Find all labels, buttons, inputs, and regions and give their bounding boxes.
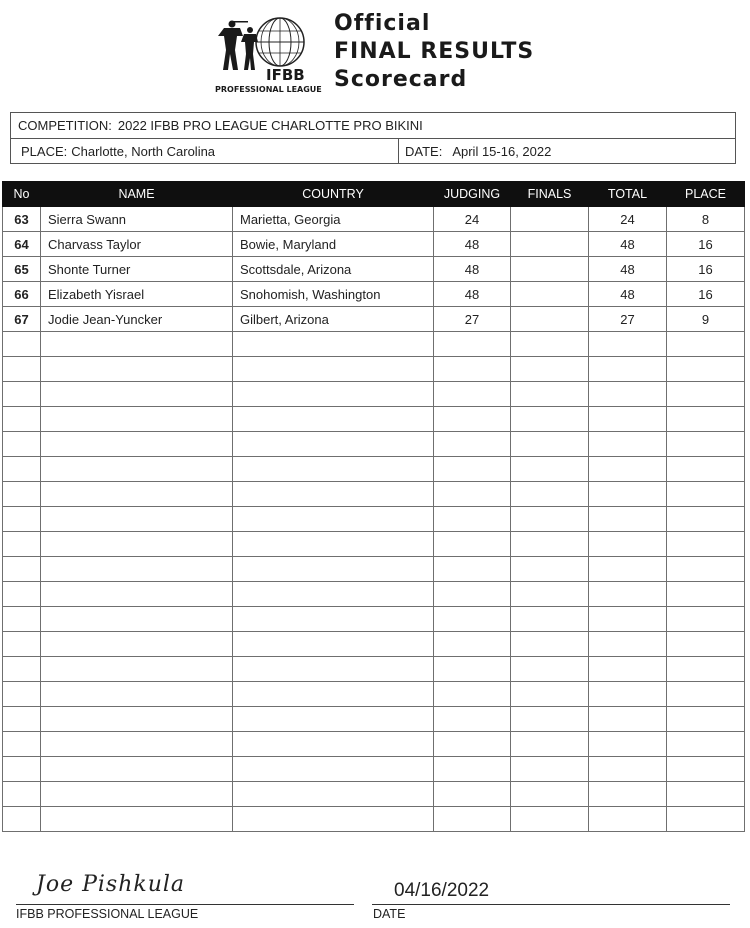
- empty-cell: [434, 407, 511, 432]
- empty-cell: [434, 657, 511, 682]
- empty-cell: [589, 482, 667, 507]
- empty-cell: [511, 382, 589, 407]
- signature-line: [16, 904, 354, 905]
- results-table: [2, 181, 745, 832]
- empty-cell: [589, 382, 667, 407]
- empty-cell: [589, 432, 667, 457]
- col-header-judging: JUDGING: [434, 182, 511, 207]
- empty-cell: [233, 432, 434, 457]
- place-label: PLACE:: [21, 144, 68, 159]
- empty-cell: [667, 382, 745, 407]
- empty-cell: [434, 582, 511, 607]
- empty-cell: [511, 357, 589, 382]
- empty-cell: [41, 607, 233, 632]
- empty-cell: [511, 807, 589, 832]
- col-header-no: No: [3, 182, 41, 207]
- info-divider: [398, 139, 399, 164]
- cell-total: 27: [589, 307, 667, 332]
- empty-cell: [3, 607, 41, 632]
- col-header-total: TOTAL: [589, 182, 667, 207]
- cell-judging: 48: [434, 257, 511, 282]
- judge-signature: Joe Pishkula: [36, 872, 186, 897]
- cell-finals: [511, 307, 589, 332]
- empty-cell: [434, 732, 511, 757]
- empty-table-row: [3, 682, 745, 707]
- cell-country: Bowie, Maryland: [233, 232, 434, 257]
- empty-cell: [667, 807, 745, 832]
- empty-cell: [41, 482, 233, 507]
- place-date-row: [11, 139, 735, 164]
- empty-cell: [589, 532, 667, 557]
- empty-cell: [3, 657, 41, 682]
- empty-cell: [41, 757, 233, 782]
- competition-value: 2022 IFBB PRO LEAGUE CHARLOTTE PRO BIKINI: [117, 118, 423, 133]
- empty-cell: [667, 532, 745, 557]
- empty-cell: [41, 332, 233, 357]
- cell-finals: [511, 282, 589, 307]
- col-header-name: NAME: [41, 182, 233, 207]
- empty-cell: [41, 632, 233, 657]
- empty-cell: [233, 532, 434, 557]
- competition-info-box: [10, 112, 736, 164]
- empty-cell: [667, 557, 745, 582]
- cell-no: 66: [3, 282, 41, 307]
- empty-cell: [589, 807, 667, 832]
- empty-cell: [41, 457, 233, 482]
- scorecard-title: [334, 10, 534, 94]
- empty-cell: [589, 357, 667, 382]
- empty-cell: [667, 357, 745, 382]
- empty-table-row: [3, 707, 745, 732]
- empty-cell: [3, 557, 41, 582]
- empty-cell: [3, 532, 41, 557]
- cell-name: Charvass Taylor: [41, 232, 233, 257]
- table-row: [3, 232, 745, 257]
- title-line-1: Official: [334, 11, 431, 36]
- table-row: [3, 282, 745, 307]
- empty-cell: [233, 607, 434, 632]
- signed-date-value: 04/16/2022: [394, 880, 490, 901]
- empty-cell: [233, 657, 434, 682]
- cell-judging: 48: [434, 232, 511, 257]
- empty-cell: [511, 632, 589, 657]
- empty-cell: [3, 582, 41, 607]
- empty-cell: [434, 557, 511, 582]
- empty-cell: [41, 382, 233, 407]
- title-line-3: Scorecard: [334, 67, 468, 92]
- empty-cell: [233, 682, 434, 707]
- cell-place: 16: [667, 257, 745, 282]
- org-label: IFBB PROFESSIONAL LEAGUE: [16, 907, 199, 921]
- cell-judging: 27: [434, 307, 511, 332]
- empty-cell: [3, 457, 41, 482]
- empty-cell: [434, 632, 511, 657]
- empty-cell: [233, 732, 434, 757]
- cell-name: Elizabeth Yisrael: [41, 282, 233, 307]
- col-header-country: COUNTRY: [233, 182, 434, 207]
- empty-cell: [41, 657, 233, 682]
- empty-cell: [589, 582, 667, 607]
- empty-cell: [3, 632, 41, 657]
- empty-cell: [434, 807, 511, 832]
- cell-no: 67: [3, 307, 41, 332]
- empty-cell: [667, 507, 745, 532]
- empty-cell: [41, 532, 233, 557]
- empty-cell: [589, 707, 667, 732]
- table-row: [3, 257, 745, 282]
- cell-judging: 48: [434, 282, 511, 307]
- empty-cell: [41, 507, 233, 532]
- empty-cell: [511, 582, 589, 607]
- cell-name: Jodie Jean-Yuncker: [41, 307, 233, 332]
- empty-cell: [41, 557, 233, 582]
- empty-cell: [589, 757, 667, 782]
- empty-cell: [589, 507, 667, 532]
- cell-finals: [511, 232, 589, 257]
- empty-cell: [434, 757, 511, 782]
- empty-cell: [589, 682, 667, 707]
- empty-cell: [3, 807, 41, 832]
- empty-cell: [41, 357, 233, 382]
- empty-cell: [233, 707, 434, 732]
- cell-no: 64: [3, 232, 41, 257]
- empty-table-row: [3, 807, 745, 832]
- cell-country: Scottsdale, Arizona: [233, 257, 434, 282]
- empty-table-row: [3, 532, 745, 557]
- empty-cell: [41, 782, 233, 807]
- empty-cell: [434, 332, 511, 357]
- empty-cell: [3, 407, 41, 432]
- logo-subtext: PROFESSIONAL LEAGUE: [215, 85, 322, 94]
- empty-cell: [667, 582, 745, 607]
- empty-cell: [434, 482, 511, 507]
- empty-cell: [434, 607, 511, 632]
- empty-table-row: [3, 332, 745, 357]
- cell-total: 48: [589, 232, 667, 257]
- empty-cell: [511, 457, 589, 482]
- empty-table-row: [3, 507, 745, 532]
- empty-cell: [3, 382, 41, 407]
- ifbb-globe-athlete-icon: [210, 14, 328, 94]
- empty-cell: [3, 707, 41, 732]
- empty-table-row: [3, 357, 745, 382]
- empty-cell: [434, 382, 511, 407]
- empty-cell: [589, 732, 667, 757]
- empty-table-row: [3, 732, 745, 757]
- empty-table-row: [3, 582, 745, 607]
- empty-cell: [233, 332, 434, 357]
- empty-cell: [511, 607, 589, 632]
- empty-table-row: [3, 407, 745, 432]
- empty-cell: [511, 707, 589, 732]
- empty-cell: [667, 757, 745, 782]
- competition-row: [11, 113, 735, 139]
- empty-cell: [434, 782, 511, 807]
- empty-cell: [667, 707, 745, 732]
- empty-cell: [589, 407, 667, 432]
- empty-cell: [3, 782, 41, 807]
- empty-cell: [233, 482, 434, 507]
- empty-cell: [667, 607, 745, 632]
- cell-name: Shonte Turner: [41, 257, 233, 282]
- cell-place: 16: [667, 232, 745, 257]
- empty-cell: [667, 407, 745, 432]
- empty-cell: [3, 432, 41, 457]
- cell-total: 24: [589, 207, 667, 232]
- cell-total: 48: [589, 282, 667, 307]
- cell-place: 9: [667, 307, 745, 332]
- empty-cell: [41, 732, 233, 757]
- empty-cell: [41, 682, 233, 707]
- empty-table-row: [3, 607, 745, 632]
- table-row: [3, 307, 745, 332]
- col-header-place: PLACE: [667, 182, 745, 207]
- empty-cell: [511, 482, 589, 507]
- cell-place: 8: [667, 207, 745, 232]
- empty-cell: [667, 732, 745, 757]
- empty-cell: [511, 732, 589, 757]
- empty-table-row: [3, 657, 745, 682]
- cell-country: Gilbert, Arizona: [233, 307, 434, 332]
- empty-cell: [434, 357, 511, 382]
- empty-cell: [3, 682, 41, 707]
- empty-cell: [434, 682, 511, 707]
- empty-cell: [233, 582, 434, 607]
- empty-cell: [511, 557, 589, 582]
- empty-cell: [3, 332, 41, 357]
- empty-cell: [667, 782, 745, 807]
- empty-cell: [233, 782, 434, 807]
- empty-cell: [589, 607, 667, 632]
- empty-cell: [41, 407, 233, 432]
- empty-table-row: [3, 782, 745, 807]
- empty-cell: [511, 532, 589, 557]
- cell-name: Sierra Swann: [41, 207, 233, 232]
- empty-cell: [667, 432, 745, 457]
- empty-cell: [233, 507, 434, 532]
- ifbb-logo: [210, 14, 328, 94]
- empty-cell: [511, 782, 589, 807]
- empty-cell: [667, 457, 745, 482]
- empty-cell: [589, 332, 667, 357]
- empty-cell: [434, 532, 511, 557]
- empty-table-row: [3, 757, 745, 782]
- empty-cell: [589, 457, 667, 482]
- empty-cell: [589, 657, 667, 682]
- empty-cell: [233, 357, 434, 382]
- cell-country: Marietta, Georgia: [233, 207, 434, 232]
- cell-total: 48: [589, 257, 667, 282]
- empty-cell: [233, 457, 434, 482]
- date-value: April 15-16, 2022: [452, 144, 552, 159]
- cell-no: 63: [3, 207, 41, 232]
- empty-cell: [3, 482, 41, 507]
- empty-cell: [667, 482, 745, 507]
- empty-table-row: [3, 482, 745, 507]
- results-body: [3, 207, 745, 832]
- empty-cell: [233, 557, 434, 582]
- title-line-2: FINAL RESULTS: [334, 39, 535, 64]
- empty-cell: [434, 507, 511, 532]
- cell-no: 65: [3, 257, 41, 282]
- empty-cell: [511, 407, 589, 432]
- empty-cell: [511, 332, 589, 357]
- empty-cell: [511, 657, 589, 682]
- empty-cell: [434, 707, 511, 732]
- empty-cell: [233, 407, 434, 432]
- empty-cell: [667, 332, 745, 357]
- empty-cell: [41, 807, 233, 832]
- empty-cell: [3, 507, 41, 532]
- empty-cell: [667, 632, 745, 657]
- empty-cell: [434, 457, 511, 482]
- empty-table-row: [3, 382, 745, 407]
- empty-cell: [3, 732, 41, 757]
- empty-cell: [511, 757, 589, 782]
- empty-table-row: [3, 457, 745, 482]
- empty-table-row: [3, 632, 745, 657]
- empty-cell: [41, 432, 233, 457]
- table-header-row: [3, 182, 745, 207]
- empty-cell: [233, 382, 434, 407]
- signed-date-label: DATE: [373, 907, 406, 921]
- empty-cell: [667, 657, 745, 682]
- empty-table-row: [3, 557, 745, 582]
- empty-cell: [233, 757, 434, 782]
- empty-cell: [511, 507, 589, 532]
- cell-finals: [511, 207, 589, 232]
- table-row: [3, 207, 745, 232]
- empty-cell: [511, 432, 589, 457]
- cell-judging: 24: [434, 207, 511, 232]
- empty-cell: [667, 682, 745, 707]
- empty-cell: [3, 757, 41, 782]
- col-header-finals: FINALS: [511, 182, 589, 207]
- empty-cell: [41, 582, 233, 607]
- empty-cell: [233, 807, 434, 832]
- empty-cell: [589, 632, 667, 657]
- cell-country: Snohomish, Washington: [233, 282, 434, 307]
- empty-cell: [589, 782, 667, 807]
- empty-cell: [41, 707, 233, 732]
- empty-cell: [511, 682, 589, 707]
- cell-finals: [511, 257, 589, 282]
- logo-text: IFBB: [266, 66, 305, 84]
- empty-cell: [589, 557, 667, 582]
- cell-place: 16: [667, 282, 745, 307]
- empty-cell: [233, 632, 434, 657]
- place-value: Charlotte, North Carolina: [71, 144, 216, 159]
- empty-cell: [434, 432, 511, 457]
- empty-table-row: [3, 432, 745, 457]
- empty-cell: [3, 357, 41, 382]
- date-label: DATE:: [405, 144, 443, 159]
- competition-label: COMPETITION:: [18, 118, 112, 133]
- date-line: [372, 904, 730, 905]
